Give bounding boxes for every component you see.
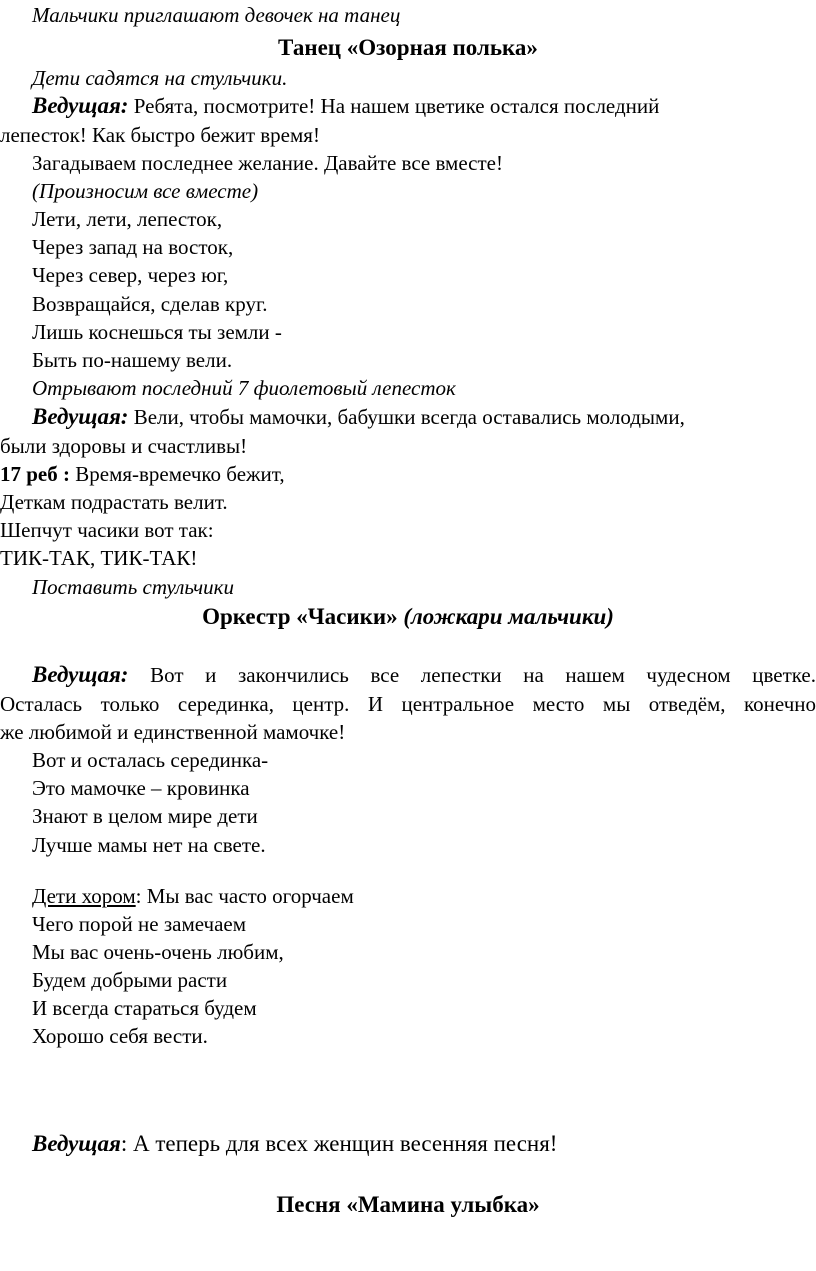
poem-line: Лишь коснешься ты земли - xyxy=(32,320,282,344)
section-title-song: Песня «Мамина улыбка» xyxy=(276,1192,540,1217)
stage-direction: Поставить стульчики xyxy=(32,575,234,599)
poem-line: Знают в целом мире дети xyxy=(32,804,258,828)
speaker-name: Ведущая: xyxy=(32,93,129,118)
poem-line: Мы вас очень-очень любим, xyxy=(32,940,284,964)
child-label: 17 реб : xyxy=(0,462,70,486)
chorus-text: : Мы вас часто огорчаем xyxy=(135,884,354,908)
speech-text: Вели, чтобы мамочки, бабушки всегда оставались молодыми, xyxy=(133,405,685,429)
speech-text: Ребята, посмотрите! На нашем цветике остался последний xyxy=(133,94,660,118)
stage-direction: Мальчики приглашают девочек на танец xyxy=(32,3,401,27)
poem-line: Через север, через юг, xyxy=(32,263,229,287)
child-line xyxy=(0,461,816,487)
poem-line: Это мамочке – кровинка xyxy=(32,776,250,800)
poem-line: Лети, лети, лепесток, xyxy=(32,207,223,231)
poem-line: Деткам подрастать велит. xyxy=(0,490,228,514)
poem-line: Хорошо себя вести. xyxy=(32,1024,208,1048)
poem-line: Чего порой не замечаем xyxy=(32,912,247,936)
poem-line: Через запад на восток, xyxy=(32,235,234,259)
speaker-name: Ведущая xyxy=(32,1131,121,1156)
speaker-name: Ведущая: xyxy=(32,404,129,429)
poem-line: Быть по-нашему вели. xyxy=(32,348,233,372)
text-line: Загадываем последнее желание. Давайте все вместе! xyxy=(32,151,503,175)
text-line: были здоровы и счастливы! xyxy=(0,434,248,458)
orchestra-title: Оркестр «Часики» xyxy=(202,604,398,629)
poem-line: ТИК-ТАК, ТИК-ТАК! xyxy=(0,546,198,570)
text-line: лепесток! Как быстро бежит время! xyxy=(0,123,320,147)
stage-direction: Дети садятся на стульчики. xyxy=(32,66,288,90)
poem-line: Шепчут часики вот так: xyxy=(0,518,214,542)
speaker-line xyxy=(32,93,816,119)
chorus-line xyxy=(32,883,816,909)
orchestra-note: (ложкари мальчики) xyxy=(403,604,614,629)
speaker-name: Ведущая: xyxy=(32,662,129,687)
text-line: же любимой и единственной мамочке! xyxy=(0,720,346,744)
poem-line: И всегда стараться будем xyxy=(32,996,257,1020)
section-title-orchestra xyxy=(0,604,816,630)
stage-direction: (Произносим все вместе) xyxy=(32,179,259,203)
poem-line: Возвращайся, сделав круг. xyxy=(32,292,268,316)
speaker-line xyxy=(32,1131,816,1157)
text-line: Осталась только серединка, центр. И центральное место мы отведём, конечно xyxy=(0,692,816,716)
speaker-line xyxy=(0,662,816,688)
chorus-label: Дети хором xyxy=(32,884,136,908)
poem-line: Вот и осталась серединка- xyxy=(32,748,269,772)
child-text: Время-времечко бежит, xyxy=(75,462,285,486)
poem-line: Будем добрыми расти xyxy=(32,968,228,992)
poem-line: Лучше мамы нет на свете. xyxy=(32,833,266,857)
stage-direction: Отрывают последний 7 фиолетовый лепесток xyxy=(32,376,456,400)
speech-text: Вот и закончились все лепестки на нашем чудесном цветке. xyxy=(150,663,816,687)
section-title-dance: Танец «Озорная полька» xyxy=(278,35,538,60)
speech-text: : А теперь для всех женщин весенняя песня! xyxy=(120,1131,558,1156)
speaker-line xyxy=(32,404,816,430)
